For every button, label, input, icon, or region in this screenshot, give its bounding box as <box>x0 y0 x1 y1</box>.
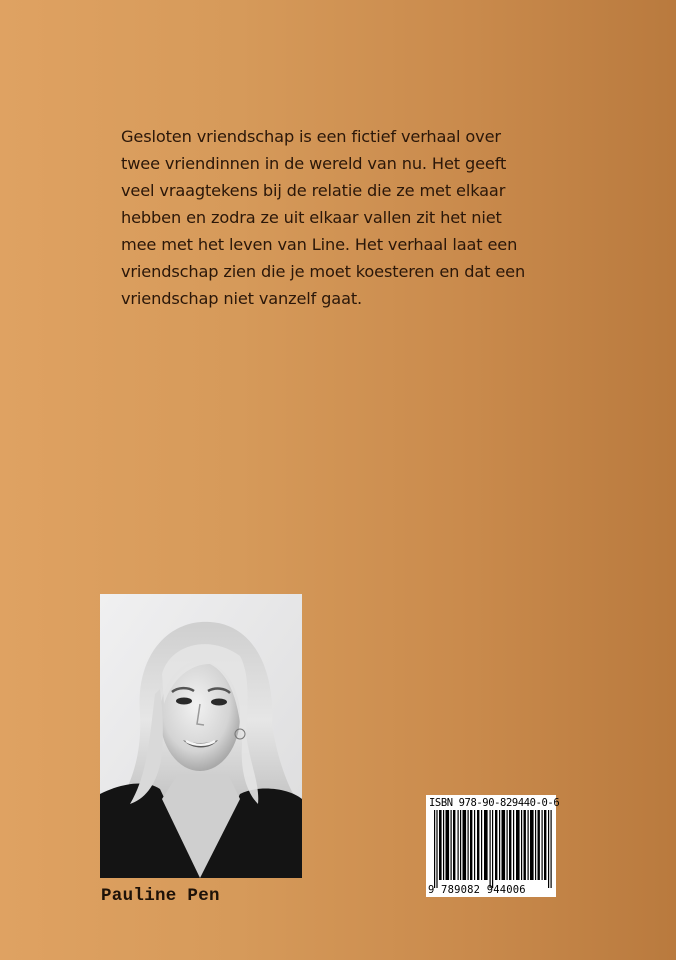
book-blurb <box>121 123 581 312</box>
blurb-line: veel vraagtekens bij de relatie die ze met elkaar <box>121 181 506 200</box>
author-name: Pauline Pen <box>101 886 220 906</box>
blurb-line: Gesloten vriendschap is een fictief verhaal over <box>121 127 501 146</box>
ean-digits: 9 789082 944006 <box>428 884 526 896</box>
blurb-line: vriendschap zien die je moet koesteren en dat een <box>121 262 526 281</box>
blurb-line: mee met het leven van Line. Het verhaal laat een <box>121 235 518 254</box>
isbn-barcode <box>426 795 560 897</box>
blurb-line: hebben en zodra ze uit elkaar vallen zit het niet <box>121 208 502 227</box>
isbn-label: ISBN 978-90-829440-0-6 <box>429 797 560 809</box>
blurb-line: twee vriendinnen in de wereld van nu. Het geeft <box>121 154 507 173</box>
blurb-line: vriendschap niet vanzelf gaat. <box>121 289 363 308</box>
portrait-illustration <box>100 594 302 878</box>
barcode-bars-icon <box>434 810 552 888</box>
author-photo <box>100 594 302 878</box>
